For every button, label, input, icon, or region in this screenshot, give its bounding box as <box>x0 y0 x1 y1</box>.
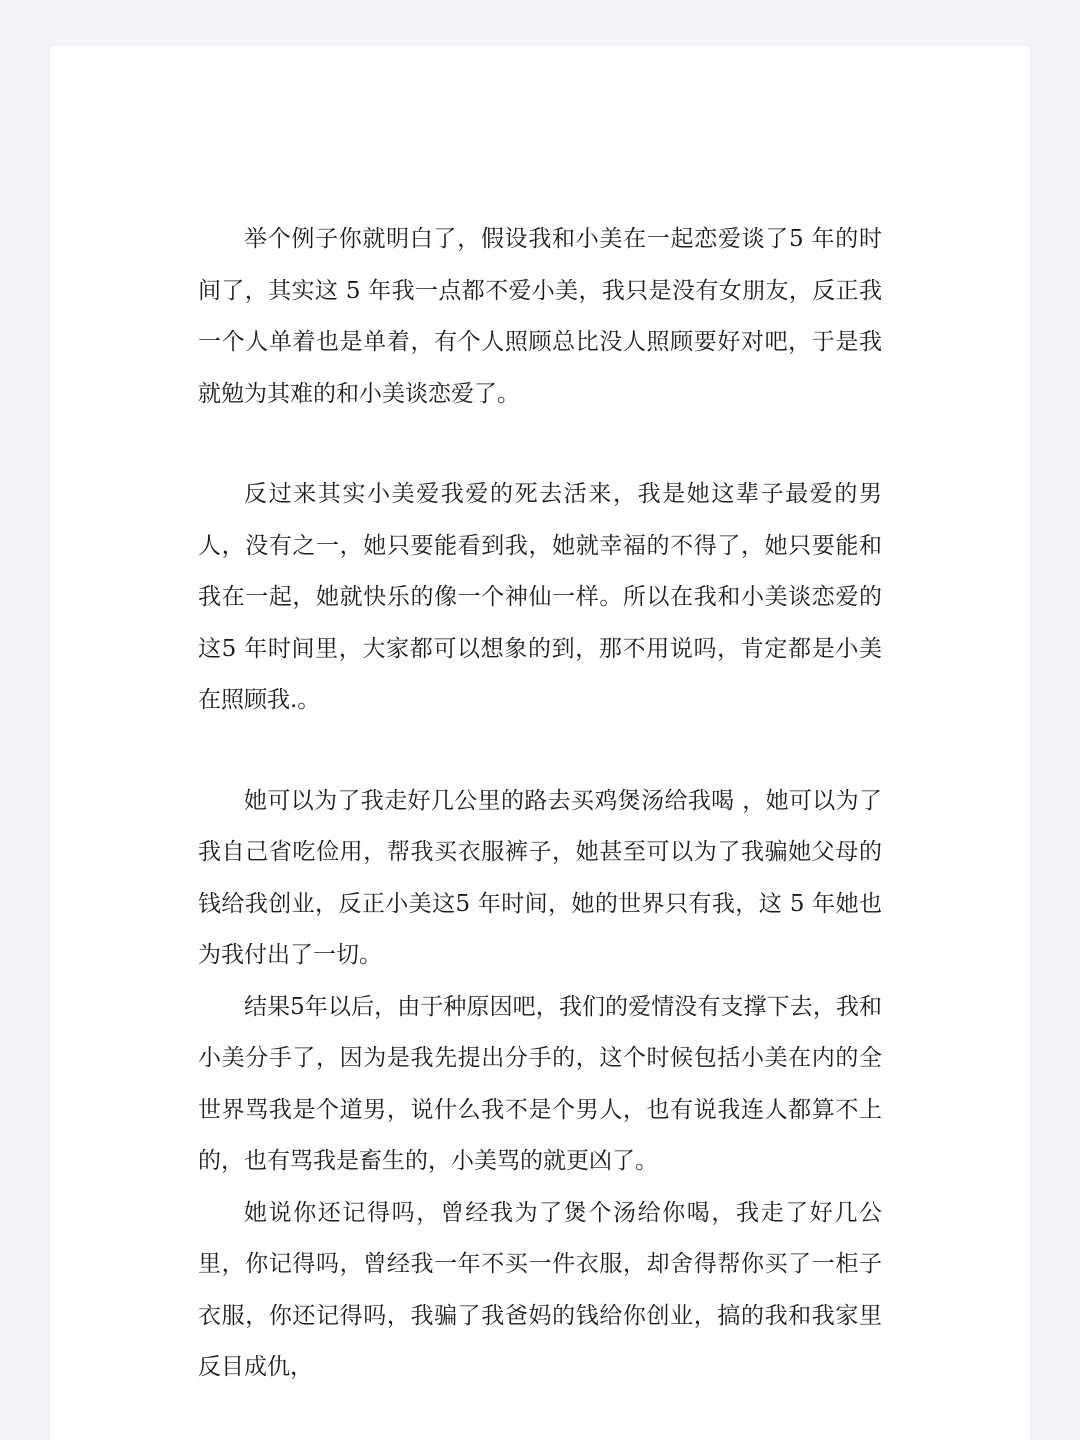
paragraph-1: 举个例子你就明白了，假设我和小美在一起恋爱谈了5 年的时间了，其实这 5 年我一点都不爱小美，我只是没有女朋友，反正我一个人单着也是单着，有个人照顾总比没人照顾要好对吧，于是我就勉为其难的和小美谈恋爱了。 <box>198 226 882 407</box>
paragraph-4: 结果5年以后，由于种原因吧，我们的爱情没有支撑下去，我和小美分手了，因为是我先提出分手的，这个时候包括小美在内的全世界骂我是个道男，说什么我不是个男人，也有说我连人都算不上的，也有骂我是畜生的，小美骂的就更凶了。 <box>198 993 882 1174</box>
document-body <box>198 214 882 1394</box>
paragraph-2: 反过来其实小美爱我爱的死去活来，我是她这辈子最爱的男人，没有之一，她只要能看到我，她就幸福的不得了，她只要能和我在一起，她就快乐的像一个神仙一样。所以在我和小美谈恋爱的这5 年时间里，大家都可以想象的到，那不用说吗，肯定都是小美在照顾我.。 <box>198 481 882 713</box>
paragraph-3: 她可以为了我走好几公里的路去买鸡煲汤给我喝 ，她可以为了我自己省吃俭用，帮我买衣服裤子，她甚至可以为了我骗她父母的钱给我创业，反正小美这5 年时间，她的世界只有我，这 5 年她也为我付出了一切。 <box>198 787 882 968</box>
document-page <box>50 46 1030 1440</box>
paragraph-5: 她说你还记得吗，曾经我为了煲个汤给你喝，我走了好几公里，你记得吗，曾经我一年不买一件衣服，却舍得帮你买了一柜子衣服，你还记得吗，我骗了我爸妈的钱给你创业，搞的我和我家里反目成仇， <box>198 1199 882 1380</box>
